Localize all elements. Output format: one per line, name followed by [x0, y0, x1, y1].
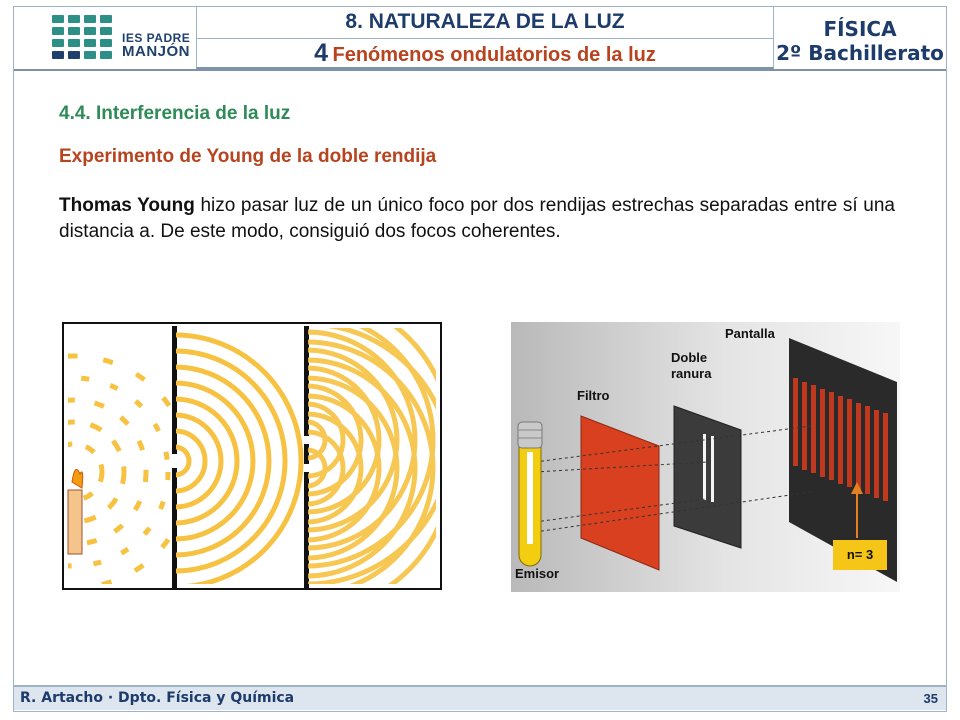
section-number: 4.4.	[59, 103, 91, 124]
unit-title: 8. NATURALEZA DE LA LUZ	[196, 7, 774, 39]
paragraph-bold-name: Thomas Young	[59, 195, 195, 216]
logo-text	[122, 31, 190, 59]
doble-ranura-plate	[674, 406, 741, 548]
slit-2	[711, 436, 714, 502]
single-slit-barrier-top	[172, 326, 177, 454]
section-title: Interferencia de la luz	[95, 103, 291, 124]
candle-icon	[68, 490, 82, 554]
label-pantalla: Pantalla	[725, 326, 775, 341]
body-paragraph	[59, 193, 895, 245]
young-apparatus-figure	[511, 322, 900, 592]
subtitle-number: 4	[314, 39, 329, 67]
subtitle-text: Fenómenos ondulatorios de la luz	[332, 44, 656, 66]
subsection-heading: Experimento de Young de la doble rendija	[59, 146, 437, 167]
slit-1	[703, 434, 706, 500]
logo-grid-icon	[52, 15, 112, 63]
label-n: n= 3	[846, 547, 874, 562]
label-doble-ranura	[671, 350, 711, 382]
subject-label: FÍSICA	[823, 17, 897, 41]
course-label: 2º Bachillerato	[776, 41, 944, 65]
emisor-filament	[527, 452, 533, 544]
logo-line2: MANJÓN	[122, 43, 191, 60]
page-number: 35	[923, 691, 938, 706]
double-slit-barrier-middle	[304, 444, 309, 464]
label-emisor: Emisor	[515, 566, 560, 581]
label-filtro: Filtro	[577, 388, 610, 403]
footer-bar	[14, 685, 946, 710]
footer-author: R. Artacho · Dpto. Física y Química	[20, 690, 295, 706]
subtitle	[196, 39, 774, 69]
header-titles	[196, 7, 774, 69]
school-logo	[14, 7, 196, 69]
label-ranura: ranura	[671, 366, 712, 381]
subject-box	[774, 7, 946, 69]
section-heading	[59, 103, 290, 125]
logo-line1: IES PADRE	[122, 31, 191, 45]
paragraph-text: hizo pasar luz de un único foco por dos rendijas estrechas separadas entre sí una distancia a. De este modo, consiguió dos focos coherentes.	[59, 195, 896, 242]
emisor-cap-icon	[518, 422, 542, 448]
wave-interference-figure	[62, 322, 442, 590]
label-doble: Doble	[671, 350, 708, 365]
header-divider	[14, 69, 946, 71]
